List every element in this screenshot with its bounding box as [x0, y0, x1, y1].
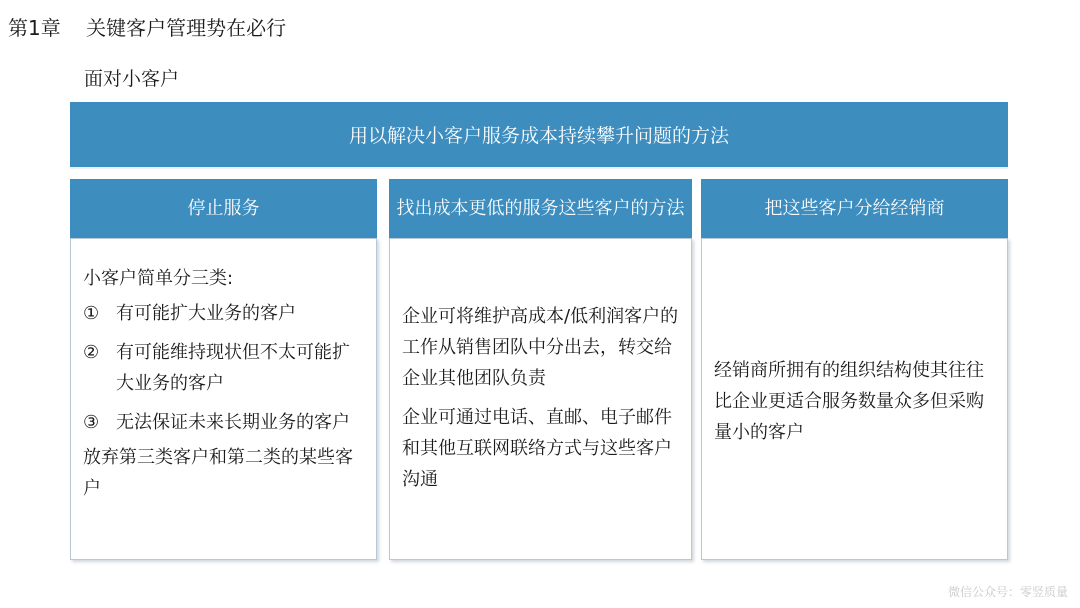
column-body-distributor — [701, 238, 1008, 560]
list-text: 无法保证未来长期业务的客户 — [116, 412, 350, 433]
intro-text: 小客户简单分三类: — [83, 268, 234, 289]
chapter-title: 第1章 关键客户管理势在必行 — [8, 16, 287, 40]
watermark: 微信公众号：零竖质量 — [947, 585, 1068, 599]
column-body-lower-cost — [389, 238, 692, 560]
list-item — [83, 337, 364, 399]
column-header-lower-cost — [389, 179, 692, 238]
list-text: 有可能扩大业务的客户 — [116, 303, 296, 324]
list-number: ① — [83, 303, 100, 324]
list-text: 有可能维持现状但不太可能扩大业务的客户 — [116, 342, 350, 394]
column-header-label: 停止服务 — [187, 197, 260, 219]
list-item — [83, 298, 364, 329]
column-header-stop-service — [70, 179, 377, 238]
list-number: ② — [83, 342, 100, 363]
main-header: 用以解决小客户服务成本持续攀升问题的方法 — [70, 102, 1008, 169]
paragraph: 企业可将维护高成本/低利润客户的工作从销售团队中分出去，转交给企业其他团队负责 — [402, 306, 679, 389]
column-body-stop-service — [70, 238, 377, 560]
column-header-label: 找出成本更低的服务这些客户的方法 — [396, 197, 685, 219]
section-title: 面对小客户 — [84, 68, 180, 90]
column-header-label: 把这些客户分给经销商 — [764, 197, 945, 219]
paragraph: 经销商所拥有的组织结构使其往往比企业更适合服务数量众多但采购量小的客户 — [714, 360, 984, 443]
list-number: ③ — [83, 412, 100, 433]
column-header-distributor — [701, 179, 1008, 238]
paragraph: 企业可通过电话、直邮、电子邮件和其他互联网联络方式与这些客户沟通 — [402, 407, 672, 490]
list-item — [83, 407, 364, 438]
footer-text: 放弃第三类客户和第二类的某些客户 — [83, 447, 353, 499]
